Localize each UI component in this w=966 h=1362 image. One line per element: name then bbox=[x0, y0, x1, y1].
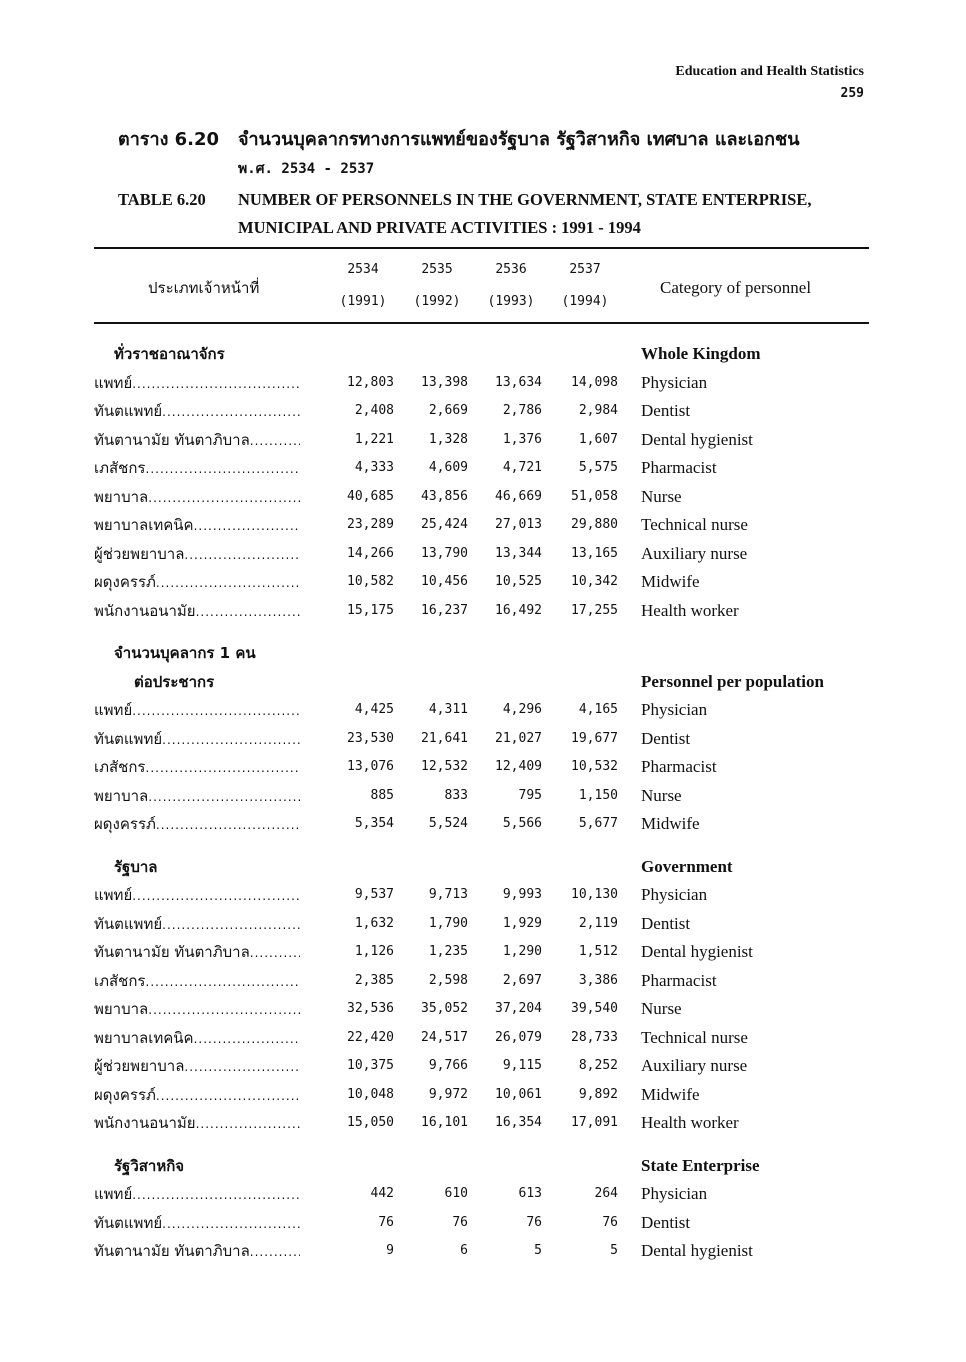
table-row bbox=[94, 1237, 894, 1266]
row-value: 5,566 bbox=[502, 816, 542, 831]
row-label-english: Physician bbox=[641, 372, 708, 392]
row-value: 9,766 bbox=[428, 1058, 468, 1073]
row-value: 19,677 bbox=[571, 730, 618, 746]
row-value: 10,342 bbox=[571, 574, 618, 589]
title-thai-label: ตาราง 6.20 bbox=[118, 129, 220, 150]
row-value: 885 bbox=[370, 787, 394, 803]
row-value: 9,993 bbox=[502, 887, 542, 902]
row-value: 27,013 bbox=[495, 517, 542, 532]
row-value: 264 bbox=[594, 1186, 618, 1201]
row-label-english: Dentist bbox=[641, 401, 691, 420]
row-value: 10,582 bbox=[347, 574, 394, 589]
section-header bbox=[94, 853, 894, 882]
table-row bbox=[94, 1052, 894, 1081]
row-label-thai: ทันตานามัย ทันตาภิบาล ..... bbox=[94, 426, 300, 456]
row-value: 10,130 bbox=[571, 887, 618, 902]
row-value: 1,328 bbox=[428, 431, 468, 447]
row-value: 2,984 bbox=[578, 403, 618, 418]
table-row bbox=[94, 454, 894, 483]
table-row bbox=[94, 881, 894, 910]
row-label-english: Dentist bbox=[641, 913, 691, 933]
row-value: 442 bbox=[370, 1186, 394, 1201]
row-label-english: Midwife bbox=[641, 1084, 700, 1104]
row-value: 1,790 bbox=[428, 915, 468, 931]
row-label-thai: แพทย์ ..... bbox=[94, 1180, 300, 1210]
table-body bbox=[94, 340, 894, 1266]
row-value: 1,376 bbox=[502, 431, 542, 447]
row-value: 17,091 bbox=[571, 1115, 618, 1130]
row-value: 9,713 bbox=[428, 887, 468, 902]
table-row bbox=[94, 397, 894, 426]
table-row bbox=[94, 810, 894, 839]
row-value: 10,532 bbox=[571, 759, 618, 774]
title-english-label: TABLE 6.20 bbox=[118, 190, 206, 209]
table-row bbox=[94, 696, 894, 725]
row-value: 43,856 bbox=[421, 488, 468, 504]
row-value: 2,669 bbox=[428, 403, 468, 418]
table-row bbox=[94, 511, 894, 540]
row-value: 15,175 bbox=[347, 602, 394, 618]
row-label-thai: เภสัชกร ..... bbox=[94, 454, 300, 484]
row-value: 4,165 bbox=[578, 702, 618, 717]
row-label-english: Nurse bbox=[641, 486, 682, 506]
table-header-rule bbox=[94, 322, 869, 324]
section-title-thai: ทั่วราชอาณาจักร bbox=[114, 345, 225, 363]
row-value: 1,512 bbox=[578, 944, 618, 959]
table-row bbox=[94, 483, 894, 512]
row-value: 1,221 bbox=[354, 431, 394, 447]
row-value: 25,424 bbox=[421, 517, 468, 532]
title-thai bbox=[118, 126, 878, 182]
row-value: 23,289 bbox=[347, 517, 394, 532]
row-label-english: Auxiliary nurse bbox=[641, 543, 748, 563]
row-label-thai: พยาบาลเทคนิค ..... bbox=[94, 1024, 300, 1054]
row-label-english: Physician bbox=[641, 1184, 708, 1203]
row-label-thai: พยาบาล ..... bbox=[94, 483, 300, 513]
table-row bbox=[94, 540, 894, 569]
row-label-english: Pharmacist bbox=[641, 970, 717, 990]
section-title-english: State Enterprise bbox=[641, 1155, 760, 1175]
title-english bbox=[118, 186, 878, 242]
row-value: 12,803 bbox=[347, 374, 394, 390]
row-value: 16,101 bbox=[421, 1115, 468, 1130]
row-value: 2,385 bbox=[354, 972, 394, 988]
row-label-english: Dentist bbox=[641, 1212, 691, 1232]
row-value: 46,669 bbox=[495, 488, 542, 504]
section-header bbox=[94, 1152, 894, 1181]
row-value: 9,537 bbox=[354, 887, 394, 902]
row-value: 1,150 bbox=[578, 787, 618, 803]
row-label-english: Dental hygienist bbox=[641, 429, 753, 449]
row-label-english: Technical nurse bbox=[641, 515, 748, 534]
row-label-english: Midwife bbox=[641, 572, 700, 591]
row-label-thai: เภสัชกร ..... bbox=[94, 967, 300, 997]
row-value: 9,115 bbox=[502, 1058, 542, 1073]
row-value: 10,061 bbox=[495, 1086, 542, 1102]
row-value: 4,609 bbox=[428, 460, 468, 475]
table-row bbox=[94, 725, 894, 754]
row-label-english: Dental hygienist bbox=[641, 942, 753, 961]
row-value: 22,420 bbox=[347, 1029, 394, 1045]
row-value: 13,076 bbox=[347, 759, 394, 774]
row-label-thai: ทันตแพทย์ ..... bbox=[94, 910, 300, 940]
row-value: 16,237 bbox=[421, 602, 468, 618]
row-label-thai: ผดุงครรภ์ ..... bbox=[94, 568, 300, 598]
row-value: 24,517 bbox=[421, 1029, 468, 1045]
row-value: 13,165 bbox=[571, 545, 618, 561]
row-value: 13,398 bbox=[421, 374, 468, 390]
row-value: 833 bbox=[444, 787, 468, 803]
row-value: 2,119 bbox=[578, 915, 618, 931]
row-label-thai: พนักงานอนามัย ..... bbox=[94, 1109, 300, 1139]
title-thai-text: จำนวนบุคลากรทางการแพทย์ของรัฐบาล รัฐวิสาหกิจ เทศบาล และเอกชน bbox=[238, 129, 800, 150]
table-row bbox=[94, 753, 894, 782]
row-label-thai: พยาบาลเทคนิค ..... bbox=[94, 511, 300, 541]
table-row bbox=[94, 1209, 894, 1238]
row-value: 3,386 bbox=[578, 972, 618, 988]
row-value: 5,677 bbox=[578, 816, 618, 831]
row-value: 9,892 bbox=[578, 1086, 618, 1102]
table-row bbox=[94, 1180, 894, 1209]
table-row bbox=[94, 1024, 894, 1053]
row-value: 2,697 bbox=[502, 972, 542, 988]
row-value: 35,052 bbox=[421, 1001, 468, 1016]
table-row bbox=[94, 967, 894, 996]
row-value: 4,721 bbox=[502, 460, 542, 475]
row-value: 21,027 bbox=[495, 730, 542, 746]
section-header bbox=[94, 639, 894, 668]
section-title-thai: จำนวนบุคลากร 1 คน bbox=[114, 644, 256, 662]
section-title-thai: รัฐบาล bbox=[114, 857, 158, 876]
row-value: 51,058 bbox=[571, 488, 618, 504]
table-row bbox=[94, 938, 894, 967]
table-row bbox=[94, 369, 894, 398]
row-value: 76 bbox=[452, 1214, 468, 1230]
row-value: 1,632 bbox=[354, 915, 394, 931]
section-header bbox=[94, 340, 894, 369]
table-row bbox=[94, 597, 894, 626]
row-value: 15,050 bbox=[347, 1115, 394, 1130]
row-label-thai: ทันตแพทย์ ..... bbox=[94, 397, 300, 427]
table-header: ประเภทเจ้าหน้าที่ 2534 (1991) 2535 (1992) 2536 (1993) 2537 (1994) Category of personnel bbox=[148, 262, 812, 309]
row-label-thai: ทันตานามัย ทันตาภิบาล ..... bbox=[94, 1237, 300, 1267]
row-label-english: Nurse bbox=[641, 785, 682, 805]
header-thai-category: ประเภทเจ้าหน้าที่ bbox=[148, 279, 260, 297]
row-label-thai: แพทย์ ..... bbox=[94, 369, 300, 399]
table-row bbox=[94, 1109, 894, 1138]
row-label-english: Dental hygienist bbox=[641, 1241, 753, 1260]
row-label-english: Dentist bbox=[641, 728, 691, 748]
row-label-english: Physician bbox=[641, 885, 708, 904]
table-row bbox=[94, 1081, 894, 1110]
table-row bbox=[94, 426, 894, 455]
section-title-english: Personnel per population bbox=[641, 671, 824, 691]
row-value: 37,204 bbox=[495, 1001, 542, 1016]
row-value: 16,492 bbox=[495, 602, 542, 618]
row-value: 21,641 bbox=[421, 730, 468, 746]
row-label-english: Auxiliary nurse bbox=[641, 1056, 748, 1075]
title-english-text: NUMBER OF PERSONNELS IN THE GOVERNMENT, STATE ENTERPRISE, MUNICIPAL AND PRIVATE ACTIVITIES : 1991 - 1994 bbox=[238, 190, 812, 237]
row-label-english: Health worker bbox=[641, 600, 739, 620]
running-head: Education and Health Statistics bbox=[675, 64, 864, 79]
table-row bbox=[94, 568, 894, 597]
row-value: 5 bbox=[610, 1243, 618, 1258]
row-value: 5,575 bbox=[578, 460, 618, 475]
row-value: 5,354 bbox=[354, 816, 394, 831]
header-english-category: Category of personnel bbox=[660, 278, 812, 297]
row-value: 9,972 bbox=[428, 1086, 468, 1102]
row-label-thai: ผู้ช่วยพยาบาล ..... bbox=[94, 540, 300, 570]
section-title-thai-line2: ต่อประชากร bbox=[134, 672, 215, 691]
row-label-thai: พยาบาล ..... bbox=[94, 995, 300, 1025]
title-thai-subtitle: พ.ศ. 2534 - 2537 bbox=[238, 161, 375, 177]
row-value: 26,079 bbox=[495, 1029, 542, 1045]
row-value: 795 bbox=[518, 787, 542, 803]
row-label-thai: ทันตแพทย์ ..... bbox=[94, 1209, 300, 1239]
row-label-thai: แพทย์ ..... bbox=[94, 881, 300, 911]
row-label-thai: ผู้ช่วยพยาบาล ..... bbox=[94, 1052, 300, 1082]
row-value: 14,266 bbox=[347, 545, 394, 561]
page-number: 259 bbox=[840, 86, 864, 101]
row-value: 29,880 bbox=[571, 517, 618, 532]
row-label-english: Physician bbox=[641, 700, 708, 719]
row-value: 10,048 bbox=[347, 1086, 394, 1102]
row-value: 13,790 bbox=[421, 545, 468, 561]
row-value: 13,634 bbox=[495, 374, 542, 390]
row-label-thai: พยาบาล ..... bbox=[94, 782, 300, 812]
row-value: 4,296 bbox=[502, 702, 542, 717]
row-value: 613 bbox=[518, 1186, 542, 1201]
row-value: 12,532 bbox=[421, 759, 468, 774]
row-label-english: Health worker bbox=[641, 1113, 739, 1132]
row-label-thai: ผดุงครรภ์ ..... bbox=[94, 1081, 300, 1111]
table-title bbox=[118, 126, 878, 242]
row-value: 10,456 bbox=[421, 574, 468, 589]
section-title-english: Whole Kingdom bbox=[641, 344, 761, 363]
row-value: 6 bbox=[460, 1243, 468, 1258]
row-value: 8,252 bbox=[578, 1058, 618, 1073]
row-value: 4,425 bbox=[354, 702, 394, 717]
row-value: 17,255 bbox=[571, 602, 618, 618]
row-value: 2,598 bbox=[428, 972, 468, 988]
section-title-english: Government bbox=[641, 856, 733, 876]
table-top-rule bbox=[94, 247, 869, 249]
row-label-thai: ผดุงครรภ์ ..... bbox=[94, 810, 300, 840]
row-value: 9 bbox=[386, 1243, 394, 1258]
section-header-continued bbox=[94, 668, 894, 697]
table-row bbox=[94, 910, 894, 939]
row-value: 1,929 bbox=[502, 915, 542, 931]
row-value: 32,536 bbox=[347, 1001, 394, 1016]
row-value: 16,354 bbox=[495, 1115, 542, 1130]
table-row bbox=[94, 995, 894, 1024]
row-label-english: Pharmacist bbox=[641, 757, 717, 776]
row-value: 14,098 bbox=[571, 374, 618, 390]
row-value: 76 bbox=[526, 1214, 542, 1230]
row-value: 1,235 bbox=[428, 944, 468, 959]
row-label-english: Pharmacist bbox=[641, 458, 717, 477]
row-value: 76 bbox=[602, 1214, 618, 1230]
row-label-thai: พนักงานอนามัย ..... bbox=[94, 597, 300, 627]
row-label-thai: เภสัชกร ..... bbox=[94, 753, 300, 783]
row-value: 39,540 bbox=[571, 1001, 618, 1016]
row-value: 610 bbox=[444, 1186, 468, 1201]
row-value: 28,733 bbox=[571, 1029, 618, 1045]
row-value: 13,344 bbox=[495, 545, 542, 561]
row-value: 10,375 bbox=[347, 1058, 394, 1073]
row-value: 1,290 bbox=[502, 944, 542, 959]
row-value: 2,408 bbox=[354, 403, 394, 418]
row-label-thai: แพทย์ ..... bbox=[94, 696, 300, 726]
row-label-english: Technical nurse bbox=[641, 1027, 748, 1047]
row-value: 4,311 bbox=[428, 702, 468, 717]
row-value: 5 bbox=[534, 1243, 542, 1258]
row-label-thai: ทันตแพทย์ ..... bbox=[94, 725, 300, 755]
row-value: 12,409 bbox=[495, 759, 542, 774]
row-value: 1,126 bbox=[354, 944, 394, 959]
row-label-thai: ทันตานามัย ทันตาภิบาล ..... bbox=[94, 938, 300, 968]
row-label-english: Nurse bbox=[641, 999, 682, 1018]
row-value: 10,525 bbox=[495, 574, 542, 589]
row-value: 4,333 bbox=[354, 460, 394, 475]
row-value: 76 bbox=[378, 1214, 394, 1230]
section-title-thai: รัฐวิสาหกิจ bbox=[114, 1156, 185, 1175]
row-label-english: Midwife bbox=[641, 814, 700, 833]
row-value: 5,524 bbox=[428, 816, 468, 831]
row-value: 23,530 bbox=[347, 730, 394, 746]
row-value: 40,685 bbox=[347, 488, 394, 504]
row-value: 1,607 bbox=[578, 431, 618, 447]
row-value: 2,786 bbox=[502, 403, 542, 418]
table-row bbox=[94, 782, 894, 811]
